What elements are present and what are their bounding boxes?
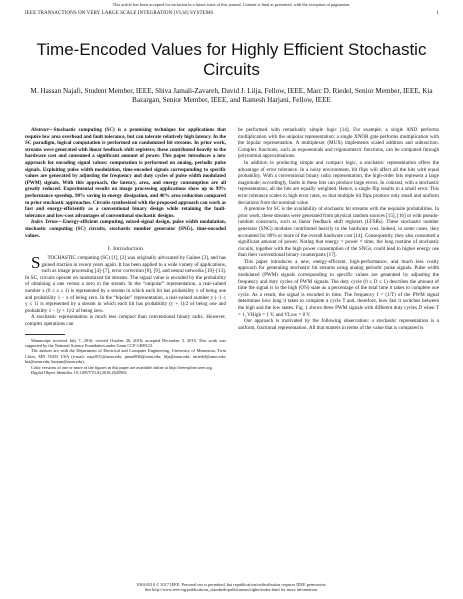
intro-paragraph-1-text: TOCHASTIC computing (SC) [1], [2] was originally advocated by Gaines [3], and has gained traction in recent years again. It has been applied to a wide variety of applications, such as image processing [4]–[7], error correction [8], [9], and neural networks [10]–[13]. In SC, circuits operate on randomized bit streams. The signal value is encoded by the probability of obtaining a one versus a zero in the stream. In the “unipolar” representation, a real-valued number x (0 ≤ x ≤ 1) is represented by a stream in which each bit has probability x of being one and probability 1 − x of being zero. In the “bipolar” representation, a real-valued number y (−1 ≤ y ≤ 1) is represented by a stream in which each bit has probability (y + 1)/2 of being one and probability 1 − (y + 1)/2 of being zero. xyxy=(25,255,226,314)
body-paragraph: This paper introduces a new, energy-efficient, high-performance, and much less costly approach for generating stochastic bit streams using analog periodic pulse signals. Pulse width modulated (PWM) signals corresponding to specific values are generated by adjusting the frequency and duty cycles of PWM signals. The duty cycle (0 ≤ D ≤ 1) describes the amount of time the signal is in the high (ON) state as a percentage of the total time it takes to complete one cycle. As a result, the signal is encoded in time. The frequency f = (1/T) of the PWM signal determines how long it takes to complete a cycle T and, therefore, how fast it switches between the high and the low states. Fig. 1 shows three PWM signals with different duty cycles D when T = 1, VHigh = 1 V, and VLow = 0 V. xyxy=(238,258,439,318)
author-list: M. Hassan Najafi, Student Member, IEEE, Shiva Jamali-Zavareh, David J. Lilja, Fellow, IEEE, Marc D. Riedel, Senior Member, IEEE, Kia Bazargan, Senior Member, IEEE, and Ramesh Harjani, Fellow, IEEE xyxy=(30,87,433,105)
index-terms-text: Energy-efficient computing, mixed-signal design, pulse width modulation, stochastic computing (SC) circuits, stochastic number generator (SNG), time-encoded values. xyxy=(25,219,226,239)
intro-paragraph-2: A stochastic representation is much less compact than conventional binary radix. However, complex operations can xyxy=(25,314,226,328)
footnote-color: Color versions of one or more of the figures in this paper are available online at http://ieeexplore.ieee.org. xyxy=(31,364,213,370)
index-terms xyxy=(25,219,226,239)
body-paragraph: A premise for SC is the availability of stochastic bit streams with the requisite probabilities. In prior work, these streams were generated from physical random sources [15], [16] or with pseudo-random constructs, such as linear feedback shift registers (LFSRs). These stochastic number generator (SNG) modules contributed heavily to the hardware cost. Indeed, in some cases, they accounted for 80% or more of the overall hardware cost [14]. Consequently, they also consumed a significant amount of power. Noting that energy = power × time, the long runtime of stochastic circuits, together with the high power consumption of the SNGs, could lead to higher energy use than their conventional binary counterparts [17]. xyxy=(238,206,439,259)
index-terms-label: Index Terms— xyxy=(31,219,63,226)
abstract-text: Stochastic computing (SC) is a promising technique for applications that require low area overhead and fault tolerance, but can tolerate relatively high latency. In the SC paradigm, logical computation is performed on randomized bit streams. In prior work, streams were generated with linear feedback shift registers; these contributed heavily to the hardware cost and consumed a significant amount of power. This paper introduces a new approach for encoding signal values: computation is performed on analog, periodic pulse signals. Exploiting pulse width modulation, time-encoded signals corresponding to specific values are generated by adjusting the frequency and duty cycles of pulse width modulated (PWM) signals. With this approach, the latency, area, and energy consumption are all greatly reduced. Experimental results on image processing applications show up to 99% performance speedup, 98% saving in energy dissipation, and 40% area reduction compared to prior stochastic approaches. Circuits synthesized with the proposed approach can work as fast and energy-efficiently as a conventional binary design while retaining the fault-tolerance and low-cost advantages of conventional stochastic designs. xyxy=(25,127,226,219)
footnote-rule xyxy=(25,334,65,335)
journal-name: IEEE TRANSACTIONS ON VERY LARGE SCALE INTEGRATION (VLSI) SYSTEMS xyxy=(25,11,214,16)
section-heading: I. Introduction xyxy=(107,246,144,253)
paper-title: Time-Encoded Values for Highly Efficient Stochastic Circuits xyxy=(36,40,427,79)
page-number: 1 xyxy=(436,11,439,16)
copyright-line: 1063-8210 © 2017 IEEE. Personal use is permitted, but republication/redistribution requires IEEE permission. xyxy=(136,582,327,587)
body-paragraph: Our approach is motivated by the following observation: a stochastic representation is a uniform, fractional representation. All that matters in terms of the value that is computed is xyxy=(238,318,439,331)
intro-paragraph-1 xyxy=(25,255,226,314)
body-paragraph: be performed with remarkably simple logic [14]. For example, a single AND performs multiplication with the unipolar representation; a single XNOR gate performs multiplication with the bipolar representation. A multiplexer (MUX) implements scaled addition and subtraction. Complex functions, such as exponentials and trigonometric functions, can be computed through polynomial approximations. xyxy=(238,127,439,160)
running-header xyxy=(25,11,439,16)
rights-line: See http://www.ieee.org/publications_standards/publications/rights/index.html for more information. xyxy=(144,587,319,593)
body-paragraph: In addition to producing simple and compact logic, a stochastic representation offers the advantage of error tolerance. In a noisy environment, bit flips will affect all the bits with equal probability. With a conventional binary radix representation, the high-order bits represent a large magnitude; accordingly, faults in these bits can produce large errors. In contrast, with a stochastic representation, all the bits are equally weighted. Hence, a single flip results in a small error. This error tolerance scales to high error rates, so that multiple bit flips produce only small and uniform deviations from the nominal value. xyxy=(238,159,439,206)
footnote-affiliation: The authors are with the Department of Electrical and Computer Engineering, University of Minnesota, Twin Cities, MN 55455 USA (e-mail: najaf011@umn.edu; jama0036@umn.edu; lilja@umn.edu; mriedel@umn.edu; kia@umn.edu; harjani@umn.edu). xyxy=(25,348,226,365)
footnote-doi: Digital Object Identifier 10.1109/TVLSI.2016.2645902 xyxy=(31,370,127,376)
left-column xyxy=(25,127,226,375)
right-column xyxy=(238,127,439,331)
footnote-manuscript: Manuscript received July 7, 2016; revised October 26, 2016; accepted December 5, 2016. This work was supported by the National Science Foundation under Grant CCF-1408123. xyxy=(25,337,226,349)
copyright-footer xyxy=(0,582,463,593)
drop-cap: S xyxy=(31,253,41,273)
abstract xyxy=(25,127,226,219)
acceptance-notice: This article has been accepted for inclusion in a future issue of this journal. Content is final as presented, with the exception of pagination. xyxy=(112,2,351,7)
abstract-label: Abstract— xyxy=(31,127,54,133)
